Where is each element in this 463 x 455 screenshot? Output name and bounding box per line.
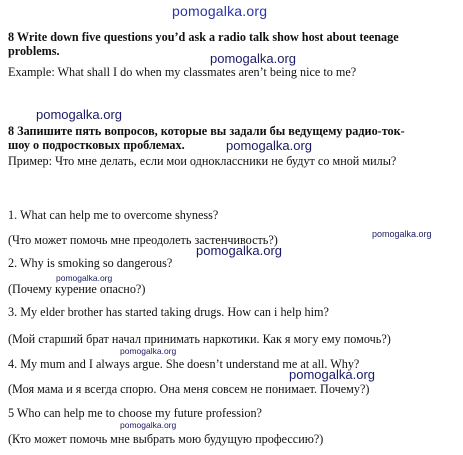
task-heading-en bbox=[8, 30, 399, 58]
watermark: pomogalka.org bbox=[196, 243, 282, 258]
question-ru-4: (Моя мама и я всегда спорю. Она меня совсем не понимает. Почему?) bbox=[8, 382, 370, 396]
watermark: pomogalka.org bbox=[210, 51, 296, 66]
task-heading-en-line2: problems. bbox=[8, 44, 60, 58]
watermark: pomogalka.org bbox=[226, 138, 312, 153]
question-en-3: 3. My elder brother has started taking drugs. How can i help him? bbox=[8, 305, 329, 319]
watermark: pomogalka.org bbox=[289, 367, 375, 382]
watermark: pomogalka.org bbox=[36, 107, 122, 122]
watermark: pomogalka.org bbox=[56, 273, 113, 283]
task-heading-ru bbox=[8, 124, 405, 152]
task-example-en: Example: What shall I do when my classmates aren’t being nice to me? bbox=[8, 65, 357, 79]
question-en-1: 1. What can help me to overcome shyness? bbox=[8, 208, 219, 222]
question-en-2: 2. Why is smoking so dangerous? bbox=[8, 256, 173, 270]
watermark: pomogalka.org bbox=[120, 346, 177, 356]
question-en-4: 4. My mum and I always argue. She doesn’t understand me at all. Why? bbox=[8, 357, 360, 371]
task-example-ru: Пример: Что мне делать, если мои одноклассники не будут со мной милы? bbox=[8, 154, 397, 168]
question-ru-1: (Что может помочь мне преодолеть застенчивость?) bbox=[8, 233, 278, 247]
question-en-5: 5 Who can help me to choose my future profession? bbox=[8, 406, 262, 420]
watermark: pomogalka.org bbox=[120, 420, 177, 430]
watermark-top: pomogalka.org bbox=[172, 3, 268, 19]
question-ru-3: (Мой старший брат начал принимать наркотики. Как я могу ему помочь?) bbox=[8, 332, 391, 346]
task-heading-ru-line2: шоу о подростковых проблемах. bbox=[8, 138, 185, 152]
question-ru-2: (Почему курение опасно?) bbox=[8, 282, 146, 296]
watermark: pomogalka.org bbox=[372, 229, 432, 239]
question-ru-5: (Кто может помочь мне выбрать мою будущую профессию?) bbox=[8, 432, 324, 446]
task-heading-en-line1: 8 Write down five questions you’d ask a radio talk show host about teenage bbox=[8, 30, 399, 44]
task-heading-ru-line1: 8 Запишите пять вопросов, которые вы задали бы ведущему радио-ток- bbox=[8, 124, 405, 138]
